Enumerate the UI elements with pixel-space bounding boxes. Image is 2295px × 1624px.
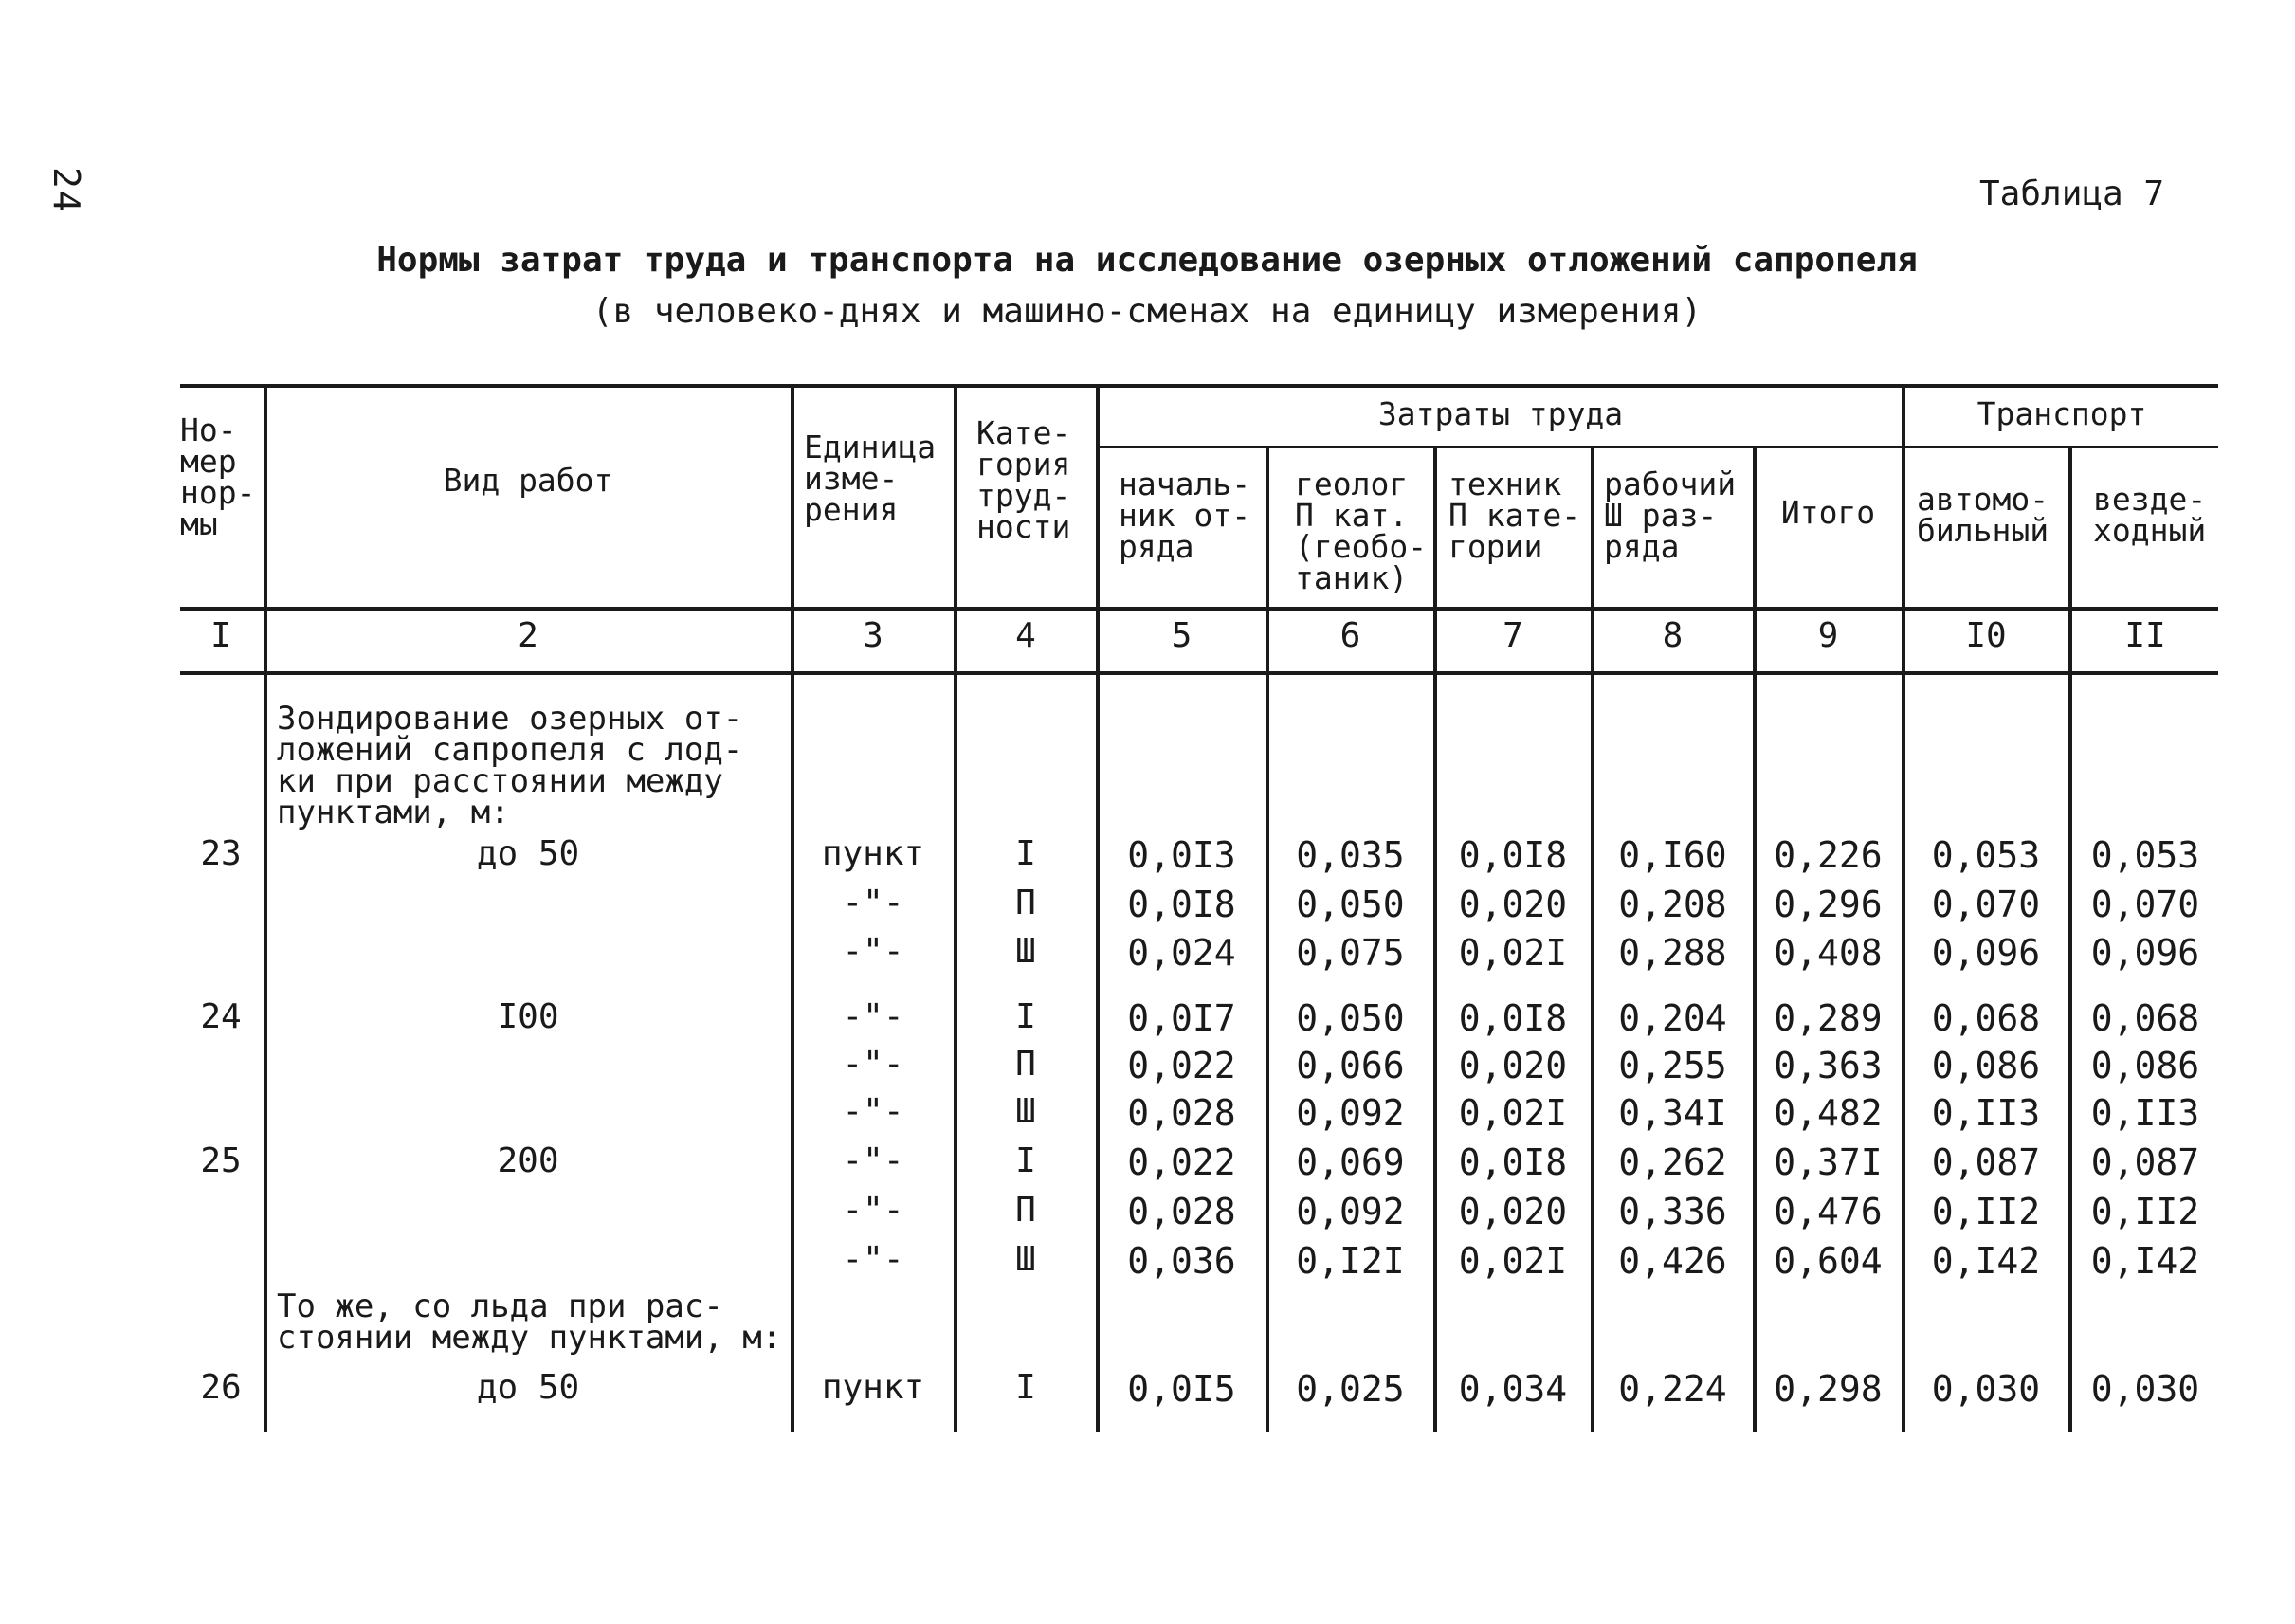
allterrain-value: 0,087 bbox=[2090, 1141, 2200, 1183]
worker-value: 0,I60 bbox=[1618, 834, 1727, 876]
header-norm-number: Но- мер нор- мы bbox=[180, 411, 256, 542]
table-title-line1: Нормы затрат труда и транспорта на исследование озерных отложений сапропеля bbox=[376, 241, 1918, 280]
header-bottom-rule bbox=[180, 607, 2218, 611]
unit-cell: -"- bbox=[842, 1141, 904, 1180]
technician-value: 0,0I8 bbox=[1458, 1141, 1568, 1183]
technician-value: 0,020 bbox=[1458, 884, 1568, 925]
geologist-value: 0,050 bbox=[1296, 884, 1405, 925]
total-value: 0,476 bbox=[1774, 1191, 1883, 1232]
category-cell: I bbox=[1015, 1368, 1036, 1407]
allterrain-value: 0,II3 bbox=[2090, 1092, 2200, 1134]
table-title-line2: (в человеко-днях и машино-сменах на единицу измерения) bbox=[592, 292, 1703, 331]
automobile-value: 0,087 bbox=[1931, 1141, 2041, 1183]
technician-value: 0,020 bbox=[1458, 1045, 1568, 1086]
column-number: I bbox=[210, 616, 231, 655]
header-work-type: Вид работ bbox=[443, 462, 613, 499]
allterrain-value: 0,053 bbox=[2090, 834, 2200, 876]
chief-value: 0,022 bbox=[1127, 1045, 1236, 1086]
table-top-rule bbox=[180, 384, 2218, 388]
total-value: 0,363 bbox=[1774, 1045, 1883, 1086]
column-number: 3 bbox=[863, 616, 883, 655]
allterrain-value: 0,086 bbox=[2090, 1045, 2200, 1086]
unit-cell: -"- bbox=[842, 1240, 904, 1279]
header-chief: началь- ник от- ряда bbox=[1119, 465, 1251, 565]
geologist-value: 0,069 bbox=[1296, 1141, 1405, 1183]
column-number: 4 bbox=[1015, 616, 1036, 655]
worker-value: 0,255 bbox=[1618, 1045, 1727, 1086]
worker-value: 0,336 bbox=[1618, 1191, 1727, 1232]
automobile-value: 0,086 bbox=[1931, 1045, 2041, 1086]
unit-cell: -"- bbox=[842, 1191, 904, 1230]
geologist-value: 0,025 bbox=[1296, 1368, 1405, 1410]
unit-cell: -"- bbox=[842, 1045, 904, 1084]
transport-group-rule bbox=[1905, 446, 2218, 448]
automobile-value: 0,II2 bbox=[1931, 1191, 2041, 1232]
worker-value: 0,262 bbox=[1618, 1141, 1727, 1183]
worker-value: 0,34I bbox=[1618, 1092, 1727, 1134]
geologist-value: 0,035 bbox=[1296, 834, 1405, 876]
category-cell: П bbox=[1015, 1045, 1036, 1084]
geologist-value: 0,075 bbox=[1296, 932, 1405, 974]
allterrain-value: 0,068 bbox=[2090, 997, 2200, 1039]
total-value: 0,298 bbox=[1774, 1368, 1883, 1410]
worker-value: 0,224 bbox=[1618, 1368, 1727, 1410]
category-cell: Ш bbox=[1015, 1092, 1036, 1131]
category-cell: I bbox=[1015, 997, 1036, 1036]
geologist-value: 0,092 bbox=[1296, 1191, 1405, 1232]
unit-cell: -"- bbox=[842, 1092, 904, 1131]
norm-number-cell: 25 bbox=[200, 1141, 242, 1180]
automobile-value: 0,053 bbox=[1931, 834, 2041, 876]
header-worker: рабочий Ш раз- ряда bbox=[1604, 465, 1737, 565]
worker-value: 0,204 bbox=[1618, 997, 1727, 1039]
distance-cell: до 50 bbox=[476, 1368, 580, 1407]
unit-cell: пункт bbox=[821, 1368, 925, 1407]
chief-value: 0,022 bbox=[1127, 1141, 1236, 1183]
header-total: Итого bbox=[1780, 494, 1876, 531]
header-allterrain: везде- ходный bbox=[2093, 481, 2207, 549]
technician-value: 0,02I bbox=[1458, 932, 1568, 974]
category-cell: I bbox=[1015, 1141, 1036, 1180]
category-cell: Ш bbox=[1015, 1240, 1036, 1279]
section-led-label: То же, со льда при рас- стоянии между пунктами, м: bbox=[277, 1287, 782, 1357]
table-label: Таблица 7 bbox=[1979, 174, 2165, 213]
column-number: 8 bbox=[1662, 616, 1684, 655]
column-number: 7 bbox=[1503, 616, 1523, 655]
chief-value: 0,028 bbox=[1127, 1092, 1236, 1134]
total-value: 0,226 bbox=[1774, 834, 1883, 876]
total-value: 0,482 bbox=[1774, 1092, 1883, 1134]
unit-cell: пункт bbox=[821, 834, 925, 873]
chief-value: 0,0I5 bbox=[1127, 1368, 1236, 1410]
technician-value: 0,034 bbox=[1458, 1368, 1568, 1410]
norm-number-cell: 26 bbox=[200, 1368, 242, 1407]
technician-value: 0,0I8 bbox=[1458, 997, 1568, 1039]
allterrain-value: 0,030 bbox=[2090, 1368, 2200, 1410]
total-value: 0,408 bbox=[1774, 932, 1883, 974]
chief-value: 0,036 bbox=[1127, 1240, 1236, 1282]
geologist-value: 0,066 bbox=[1296, 1045, 1405, 1086]
chief-value: 0,0I8 bbox=[1127, 884, 1236, 925]
allterrain-value: 0,096 bbox=[2090, 932, 2200, 974]
column-number: 6 bbox=[1339, 616, 1361, 655]
column-numbers-rule bbox=[180, 671, 2218, 675]
technician-value: 0,020 bbox=[1458, 1191, 1568, 1232]
unit-cell: -"- bbox=[842, 932, 904, 971]
header-labor-group: Затраты труда bbox=[1377, 395, 1624, 432]
category-cell: Ш bbox=[1015, 932, 1036, 971]
unit-cell: -"- bbox=[842, 997, 904, 1036]
allterrain-value: 0,II2 bbox=[2090, 1191, 2200, 1232]
distance-cell: 200 bbox=[497, 1141, 559, 1180]
technician-value: 0,02I bbox=[1458, 1240, 1568, 1282]
chief-value: 0,024 bbox=[1127, 932, 1236, 974]
allterrain-value: 0,I42 bbox=[2090, 1240, 2200, 1282]
column-number: I0 bbox=[1965, 616, 2007, 655]
category-cell: П bbox=[1015, 884, 1036, 922]
automobile-value: 0,096 bbox=[1931, 932, 2041, 974]
total-value: 0,289 bbox=[1774, 997, 1883, 1039]
chief-value: 0,0I7 bbox=[1127, 997, 1236, 1039]
column-number: 5 bbox=[1171, 616, 1193, 655]
automobile-value: 0,II3 bbox=[1931, 1092, 2041, 1134]
geologist-value: 0,092 bbox=[1296, 1092, 1405, 1134]
chief-value: 0,028 bbox=[1127, 1191, 1236, 1232]
norm-number-cell: 24 bbox=[200, 997, 242, 1036]
header-technician: техник П кате- гории bbox=[1448, 465, 1581, 565]
table-title bbox=[303, 235, 1991, 338]
category-cell: П bbox=[1015, 1191, 1036, 1230]
distance-cell: до 50 bbox=[476, 834, 580, 873]
header-automobile: автомо- бильный bbox=[1917, 481, 2049, 549]
geologist-value: 0,I2I bbox=[1296, 1240, 1405, 1282]
distance-cell: I00 bbox=[497, 997, 559, 1036]
header-unit: Единица изме- рения bbox=[804, 429, 937, 528]
header-category: Кате- гория труд- ности bbox=[976, 414, 1071, 545]
column-number: 9 bbox=[1817, 616, 1839, 655]
automobile-value: 0,030 bbox=[1931, 1368, 2041, 1410]
category-cell: I bbox=[1015, 834, 1036, 873]
norm-number-cell: 23 bbox=[200, 834, 242, 873]
worker-value: 0,426 bbox=[1618, 1240, 1727, 1282]
technician-value: 0,0I8 bbox=[1458, 834, 1568, 876]
header-transport-group: Транспорт bbox=[1976, 395, 2147, 432]
allterrain-value: 0,070 bbox=[2090, 884, 2200, 925]
section-lodka-label: Зондирование озерных от- ложений сапропеля с лод- ки при расстоянии между пунктами, м: bbox=[277, 700, 743, 831]
worker-value: 0,288 bbox=[1618, 932, 1727, 974]
column-number: 2 bbox=[518, 616, 538, 655]
total-value: 0,604 bbox=[1774, 1240, 1883, 1282]
page-number: 24 bbox=[46, 167, 87, 214]
technician-value: 0,02I bbox=[1458, 1092, 1568, 1134]
total-value: 0,37I bbox=[1774, 1141, 1883, 1183]
worker-value: 0,208 bbox=[1618, 884, 1727, 925]
column-divider bbox=[264, 384, 267, 1432]
automobile-value: 0,070 bbox=[1931, 884, 2041, 925]
total-value: 0,296 bbox=[1774, 884, 1883, 925]
chief-value: 0,0I3 bbox=[1127, 834, 1236, 876]
header-geologist: геолог П кат. (геобо- таник) bbox=[1295, 465, 1428, 596]
unit-cell: -"- bbox=[842, 884, 904, 922]
column-number: II bbox=[2124, 616, 2166, 655]
geologist-value: 0,050 bbox=[1296, 997, 1405, 1039]
automobile-value: 0,I42 bbox=[1931, 1240, 2041, 1282]
automobile-value: 0,068 bbox=[1931, 997, 2041, 1039]
labor-group-rule bbox=[1100, 446, 1902, 448]
